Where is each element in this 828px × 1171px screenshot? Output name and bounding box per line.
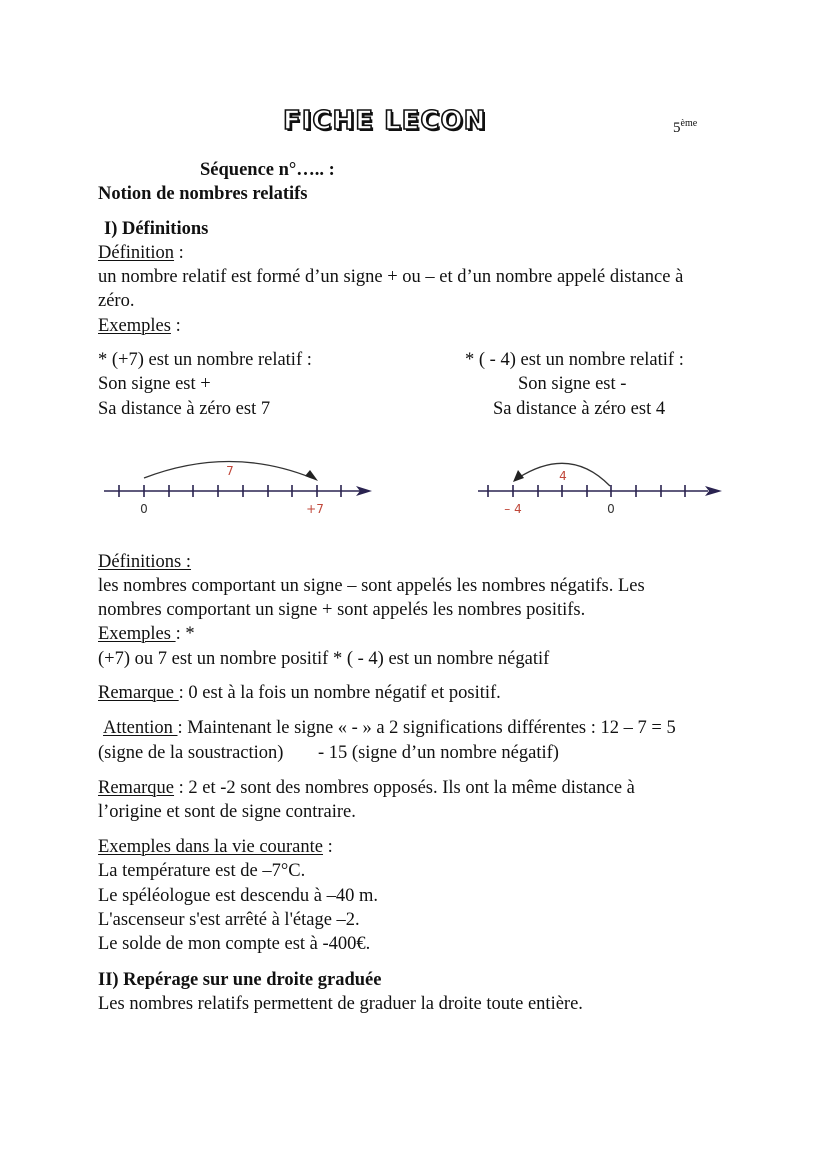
example-right-line3: Sa distance à zéro est 4 xyxy=(493,399,666,419)
grade-suffix: ème xyxy=(680,118,698,129)
definitions-title: Définitions : xyxy=(98,552,192,572)
daily-label: Exemples dans la vie courante xyxy=(98,837,323,857)
remark2-label: Remarque xyxy=(98,778,175,798)
attention-line2b: - 15 (signe d’un nombre négatif) xyxy=(318,743,559,763)
example-left-line3: Sa distance à zéro est 7 xyxy=(98,399,271,419)
examples-title xyxy=(98,314,181,338)
attention-note xyxy=(103,716,676,740)
remark-zero xyxy=(98,681,501,705)
example-right-line1: * ( - 4) est un nombre relatif : xyxy=(465,350,684,370)
definition-text-line1: un nombre relatif est formé d’un signe + ou – et d’un nombre appelé distance à xyxy=(98,267,684,287)
definitions-text-line1: les nombres comportant un signe – sont appelés les nombres négatifs. Les xyxy=(98,576,645,596)
remark1-label: Remarque xyxy=(98,683,179,703)
examples2-label: Exemples xyxy=(98,624,176,644)
number-line-positive xyxy=(100,455,390,525)
examples2-title xyxy=(98,622,195,646)
grade-number: 5 xyxy=(673,120,681,136)
remark-opposites xyxy=(98,776,635,800)
daily-example-item: Le spéléologue est descendu à –40 m. xyxy=(98,886,378,906)
arc-label: 4 xyxy=(559,469,567,483)
daily-example-item: Le solde de mon compte est à -400€. xyxy=(98,934,371,954)
examples2-line: (+7) ou 7 est un nombre positif * ( - 4) est un nombre négatif xyxy=(98,649,550,669)
arc-label: 7 xyxy=(226,464,234,478)
section-heading-graduated-line: II) Repérage sur une droite graduée xyxy=(98,970,382,990)
examples2-rest: : * xyxy=(175,624,195,644)
definition-title xyxy=(98,241,184,265)
attention-line2a: (signe de la soustraction) xyxy=(98,743,284,763)
number-line-negative xyxy=(470,455,730,525)
remark2-text: : 2 et -2 sont des nombres opposés. Ils ont la même distance à xyxy=(174,778,635,798)
attention-text: : Maintenant le signe « - » a 2 significations différentes : 12 – 7 = 5 xyxy=(177,718,676,738)
tick-label-plus7: +7 xyxy=(306,502,324,516)
example-left-line1: * (+7) est un nombre relatif : xyxy=(98,350,312,370)
daily-examples-title xyxy=(98,835,333,859)
remark2-line2: l’origine et sont de signe contraire. xyxy=(98,802,356,822)
examples-colon: : xyxy=(170,316,181,336)
daily-example-item: L'ascenseur s'est arrêté à l'étage –2. xyxy=(98,910,360,930)
definition-text-line2: zéro. xyxy=(98,291,135,311)
example-left-line2: Son signe est + xyxy=(98,374,211,394)
grade-level xyxy=(673,118,697,137)
sequence-label: Séquence n°….. : xyxy=(200,160,335,180)
examples-label: Exemples xyxy=(98,316,171,336)
definition-label: Définition xyxy=(98,243,175,263)
attention-label: Attention xyxy=(103,718,178,738)
daily-colon: : xyxy=(323,837,333,857)
daily-example-item: La température est de –7°C. xyxy=(98,861,306,881)
tick-label-zero: 0 xyxy=(140,502,148,516)
arc-arrowhead-icon xyxy=(513,470,524,482)
section2-text: Les nombres relatifs permettent de graduer la droite toute entière. xyxy=(98,994,583,1014)
remark1-text: : 0 est à la fois un nombre négatif et positif. xyxy=(178,683,501,703)
definition-colon: : xyxy=(174,243,184,263)
tick-label-minus4: – 4 xyxy=(504,502,522,516)
page-title: FICHE LECON xyxy=(283,106,487,136)
arc-arrowhead-icon xyxy=(305,470,318,481)
example-right-line2: Son signe est - xyxy=(518,374,627,394)
section-heading-definitions: I) Définitions xyxy=(104,219,209,239)
tick-label-zero: 0 xyxy=(607,502,615,516)
lesson-subtitle: Notion de nombres relatifs xyxy=(98,184,308,204)
definitions-text-line2: nombres comportant un signe + sont appelés les nombres positifs. xyxy=(98,600,586,620)
